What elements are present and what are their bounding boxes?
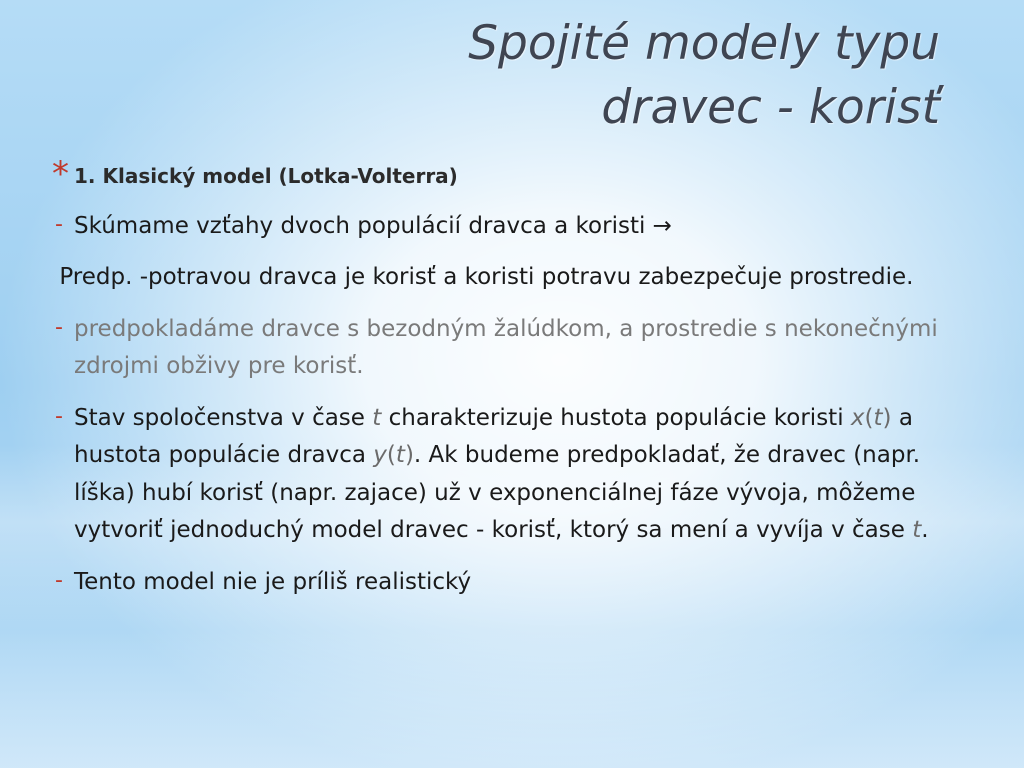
variable-t: t <box>372 404 382 431</box>
slide-body <box>52 154 972 615</box>
bullet-item-4 <box>52 564 972 602</box>
slide-title <box>468 12 940 140</box>
bullet-text-1: Skúmame vzťahy dvoch populácií dravca a koristi → <box>74 212 672 239</box>
bullet-text-2: predpokladáme dravce s bezodným žalúdkom, a prostredie s nekonečnými zdrojmi obživy pre korisť. <box>74 315 938 379</box>
paren-close: ) <box>404 442 414 468</box>
variable-y: y <box>373 442 387 468</box>
paren-open: ( <box>386 442 396 468</box>
bullet-text-4: Tento model nie je príliš realistický <box>74 568 472 595</box>
dash-bullet-icon: - <box>55 314 63 340</box>
variable-x-t: t <box>873 404 883 431</box>
paragraph-predp-text: Predp. -potravou dravca je korisť a koristi potravu zabezpečuje prostredie. <box>52 264 914 290</box>
asterisk-bullet-icon: * <box>52 154 69 194</box>
bullet-text-3 <box>74 405 929 544</box>
section-heading: 1. Klasický model (Lotka-Volterra) <box>74 164 458 188</box>
variable-t: t <box>912 517 922 543</box>
slide-title-line2: dravec - korisť <box>601 80 940 135</box>
bullet-text-3-part4: . Ak budeme predpokladať, že dravec (napr. líška) hubí korisť (napr. zajace) už v exponenciálnej fáze vývoja, môžeme vytvoriť jednoduchý model dravec - korisť, ktorý sa mení a vyvíja v čase <box>74 442 921 543</box>
bullet-item-2 <box>52 311 972 386</box>
paren-close: ) <box>882 404 892 431</box>
paragraph-predp <box>52 259 972 297</box>
bullet-item-1 <box>52 208 972 246</box>
bullet-item-3 <box>52 400 972 550</box>
bullet-text-3-part3: a hustota populácie dravca <box>74 404 913 468</box>
bullet-heading <box>52 154 972 196</box>
variable-y-t: t <box>395 442 405 468</box>
paren-open: ( <box>864 404 874 431</box>
dash-bullet-icon: - <box>55 403 63 429</box>
bullet-text-3-part1: Stav spoločenstva v čase <box>74 404 373 431</box>
bullet-text-3-part2: charakterizuje hustota populácie koristi <box>381 404 851 431</box>
dash-bullet-icon: - <box>55 567 63 593</box>
variable-x: x <box>850 404 865 431</box>
bullet-text-3-part5: . <box>921 517 929 543</box>
slide-title-line1: Spojité modely typu <box>468 16 940 71</box>
dash-bullet-icon: - <box>55 211 63 237</box>
